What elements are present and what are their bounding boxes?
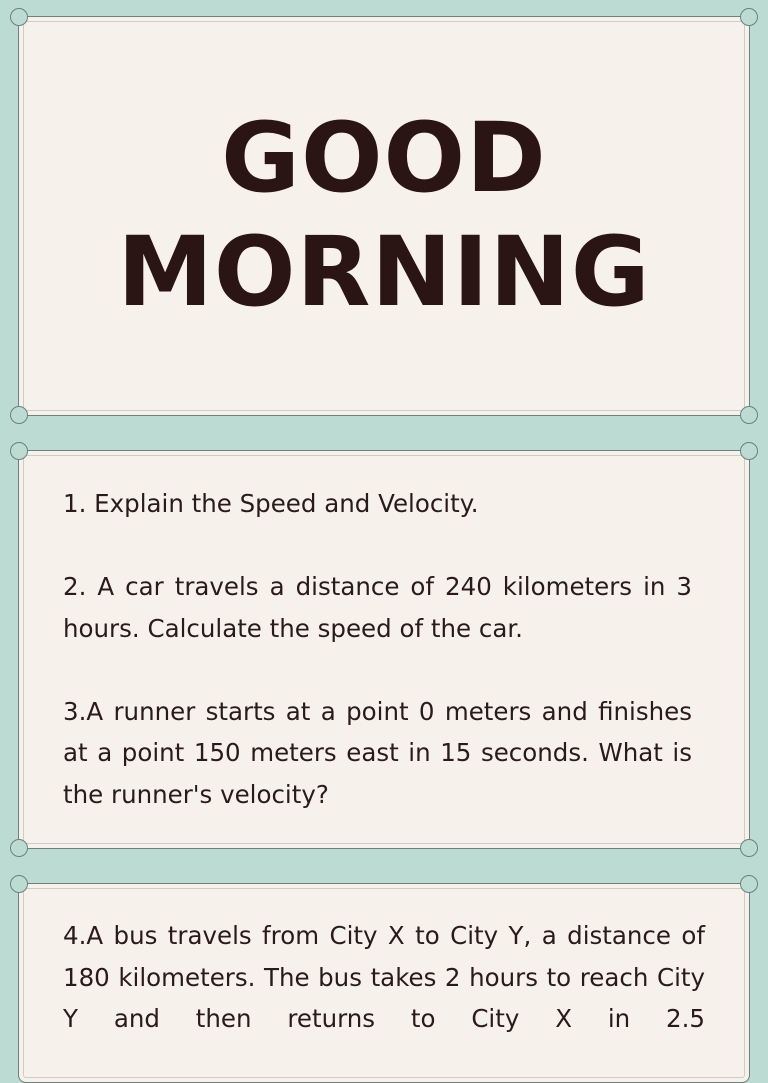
greeting-title [19,101,749,329]
question-list [63,915,705,1040]
greeting-line-1: GOOD [221,102,547,214]
corner-ornament [10,875,28,893]
corner-ornament [10,8,28,26]
questions-card-1 [18,450,750,849]
question-list [63,483,692,815]
question-2: 2. A car travels a distance of 240 kilometers in 3 hours. Calculate the speed of the car. [63,572,692,643]
greeting-card [18,16,750,416]
corner-ornament [740,442,758,460]
greeting-line-2: MORNING [117,216,651,328]
corner-ornament [740,406,758,424]
question-4: 4.A bus travels from City X to City Y, a distance of 180 kilometers. The bus takes 2 hours to reach City Y and then returns to City X in 2.5 [63,921,705,1033]
corner-ornament [10,442,28,460]
question-3: 3.A runner starts at a point 0 meters and finishes at a point 150 meters east in 15 seconds. What is the runner's velocity? [63,696,692,809]
question-1: 1. Explain the Speed and Velocity. [63,489,479,518]
corner-ornament [10,406,28,424]
corner-ornament [740,875,758,893]
corner-ornament [740,839,758,857]
questions-card-2 [18,883,750,1083]
corner-ornament [10,839,28,857]
corner-ornament [740,8,758,26]
